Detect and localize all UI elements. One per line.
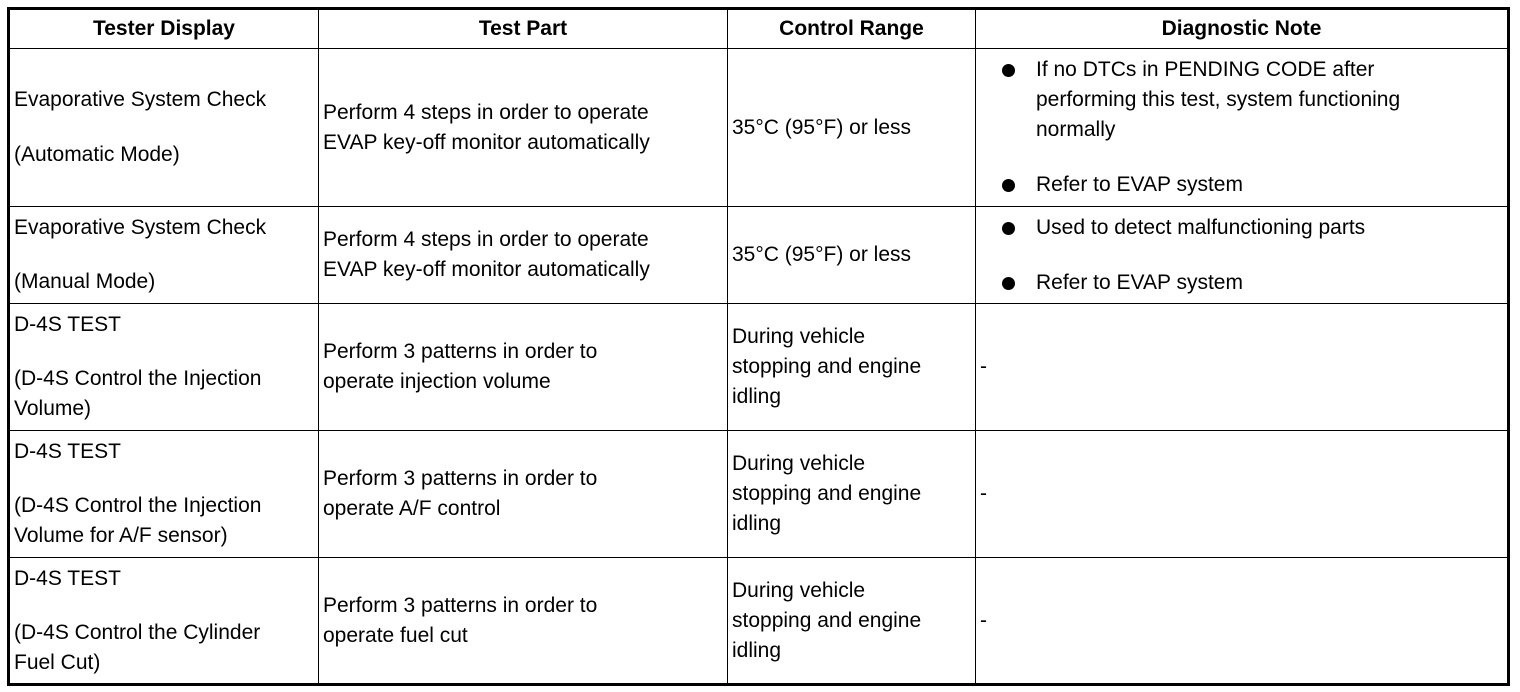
test-part-line: operate fuel cut (323, 623, 468, 647)
test-part-line: Perform 4 steps in order to operate (323, 228, 649, 251)
display-line: (D-4S Control the Cylinder (14, 620, 261, 644)
cell-tester-display (9, 431, 319, 558)
note-line: normally (1036, 118, 1116, 141)
control-range-line: stopping and engine (732, 608, 922, 632)
test-part-line: Perform 3 patterns in order to (323, 593, 598, 617)
cell-diagnostic-note (976, 304, 1509, 431)
control-range-line: stopping and engine (732, 355, 922, 378)
cell-control-range (728, 431, 976, 558)
cell-tester-display (9, 49, 319, 207)
table-row (9, 49, 1509, 207)
test-part-line: Perform 3 patterns in order to (323, 467, 598, 490)
bullet-icon (1002, 179, 1015, 192)
list-item (1000, 213, 1503, 243)
control-range-line: 35°C (95°F) or less (732, 115, 912, 139)
cell-control-range (728, 207, 976, 304)
control-range-line: idling (732, 385, 782, 408)
control-range-line: stopping and engine (732, 482, 922, 505)
cell-test-part (319, 431, 728, 558)
display-line: Volume) (14, 397, 92, 420)
cell-test-part (319, 304, 728, 431)
display-line: D-4S TEST (14, 566, 121, 590)
control-range-line: 35°C (95°F) or less (732, 243, 912, 266)
cell-diagnostic-note (976, 431, 1509, 558)
note-list (980, 213, 1503, 298)
cell-tester-display (9, 558, 319, 685)
list-item (1000, 268, 1503, 298)
note-line: Used to detect malfunctioning parts (1036, 215, 1366, 239)
control-range-line: idling (732, 638, 782, 662)
control-range-line: During vehicle (732, 452, 866, 475)
display-line: Fuel Cut) (14, 650, 101, 674)
cell-test-part (319, 207, 728, 304)
display-line: (D-4S Control the Injection (14, 494, 262, 517)
cell-diagnostic-note (976, 207, 1509, 304)
display-line: Volume for A/F sensor) (14, 524, 228, 547)
note-dash: - (980, 608, 987, 632)
bullet-icon (1002, 64, 1015, 77)
note-line: Refer to EVAP system (1036, 270, 1243, 294)
test-part-line: Perform 3 patterns in order to (323, 340, 598, 363)
cell-diagnostic-note (976, 49, 1509, 207)
table-row (9, 304, 1509, 431)
display-line: (Manual Mode) (14, 270, 156, 293)
cell-test-part (319, 558, 728, 685)
cell-control-range (728, 304, 976, 431)
note-line: performing this test, system functioning (1036, 88, 1401, 111)
header-test-part: Test Part (319, 9, 728, 49)
control-range-line: During vehicle (732, 578, 866, 602)
display-line: Evaporative System Check (14, 88, 267, 111)
bullet-icon (1002, 277, 1015, 290)
note-list (980, 55, 1503, 200)
test-part-line: operate A/F control (323, 497, 501, 520)
test-part-line: EVAP key-off monitor automatically (323, 258, 650, 281)
display-line: D-4S TEST (14, 313, 121, 336)
header-diagnostic-note: Diagnostic Note (976, 9, 1509, 49)
list-item (1000, 55, 1503, 145)
note-line: If no DTCs in PENDING CODE after (1036, 58, 1375, 81)
control-range-line: During vehicle (732, 325, 866, 348)
note-dash: - (980, 482, 987, 505)
list-item (1000, 170, 1503, 200)
display-line: (Automatic Mode) (14, 143, 180, 166)
control-range-line: idling (732, 512, 782, 535)
cell-control-range (728, 49, 976, 207)
table-row (9, 558, 1509, 685)
table-row (9, 207, 1509, 304)
display-line: Evaporative System Check (14, 216, 267, 239)
header-row (9, 9, 1509, 49)
note-dash: - (980, 355, 987, 378)
test-part-line: EVAP key-off monitor automatically (323, 130, 650, 154)
header-tester-display: Tester Display (9, 9, 319, 49)
header-control-range: Control Range (728, 9, 976, 49)
cell-tester-display (9, 304, 319, 431)
display-line: D-4S TEST (14, 440, 121, 463)
display-line: (D-4S Control the Injection (14, 367, 262, 390)
bullet-icon (1002, 222, 1015, 235)
cell-diagnostic-note (976, 558, 1509, 685)
test-part-line: operate injection volume (323, 370, 551, 393)
cell-test-part (319, 49, 728, 207)
table-row (9, 431, 1509, 558)
diagnostic-table (7, 7, 1510, 686)
cell-tester-display (9, 207, 319, 304)
note-line: Refer to EVAP system (1036, 173, 1243, 196)
test-part-line: Perform 4 steps in order to operate (323, 100, 649, 124)
cell-control-range (728, 558, 976, 685)
